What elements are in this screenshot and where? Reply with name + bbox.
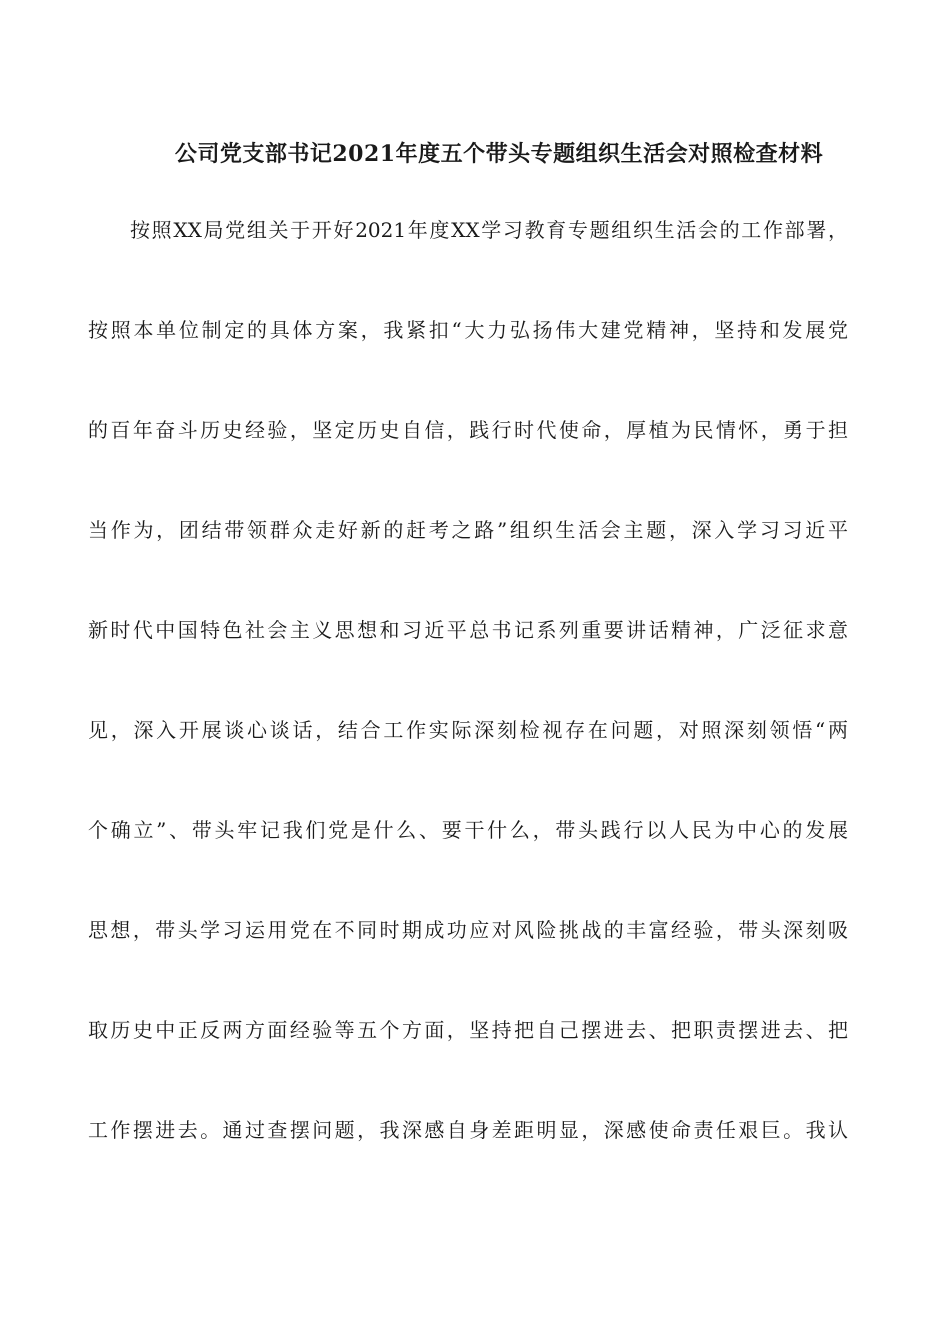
body-line: 的百年奋斗历史经验，坚定历史自信，践行时代使命，厚植为民情怀，勇于担: [88, 418, 848, 442]
body-line: 取历史中正反两方面经验等五个方面，坚持把自己摆进去、把职责摆进去、把: [88, 1018, 848, 1042]
body-line: 按照本单位制定的具体方案，我紧扣“大力弘扬伟大建党精神，坚持和发展党: [88, 318, 848, 342]
body-line: 工作摆进去。通过查摆问题，我深感自身差距明显，深感使命责任艰巨。我认: [88, 1118, 848, 1142]
body-line: 当作为，团结带领群众走好新的赶考之路”组织生活会主题，深入学习习近平: [88, 518, 848, 542]
body-line: 思想，带头学习运用党在不同时期成功应对风险挑战的丰富经验，带头深刻吸: [88, 918, 848, 942]
document-title: 公司党支部书记2021年度五个带头专题组织生活会对照检查材料: [174, 141, 824, 167]
body-line: 新时代中国特色社会主义思想和习近平总书记系列重要讲话精神，广泛征求意: [88, 618, 848, 642]
body-line: 个确立”、带头牢记我们党是什么、要干什么，带头践行以人民为中心的发展: [88, 818, 848, 842]
body-line: 按照XX局党组关于开好2021年度XX学习教育专题组织生活会的工作部署，: [130, 218, 848, 242]
body-line: 见，深入开展谈心谈话，结合工作实际深刻检视存在问题，对照深刻领悟“两: [88, 718, 848, 742]
